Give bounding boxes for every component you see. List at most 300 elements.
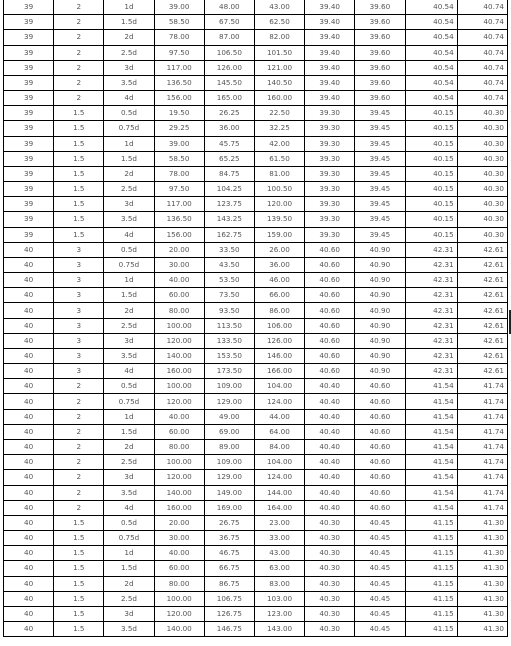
table-cell: 3.5d — [104, 622, 154, 637]
table-cell: 40.40 — [305, 379, 355, 394]
table-cell: 2 — [54, 394, 104, 409]
table-cell: 40.54 — [405, 91, 457, 106]
table-cell: 40.60 — [355, 500, 405, 515]
table-cell: 40 — [4, 439, 54, 454]
table-cell: 4d — [104, 91, 154, 106]
table-cell: 2d — [104, 576, 154, 591]
table-row — [4, 348, 508, 363]
table-cell: 0.5d — [104, 379, 154, 394]
table-cell: 40.40 — [305, 485, 355, 500]
table-cell: 40.54 — [405, 75, 457, 90]
table-cell: 40.40 — [305, 470, 355, 485]
table-cell: 0.75d — [104, 257, 154, 272]
table-cell: 100.00 — [154, 455, 204, 470]
table-cell: 4d — [104, 227, 154, 242]
table-cell: 39.40 — [305, 91, 355, 106]
table-cell: 2d — [104, 166, 154, 181]
table-cell: 39.30 — [305, 227, 355, 242]
table-cell: 40 — [4, 409, 54, 424]
table-cell: 136.50 — [154, 212, 204, 227]
table-row — [4, 136, 508, 151]
table-cell: 40.90 — [355, 242, 405, 257]
table-cell: 40.60 — [305, 242, 355, 257]
table-cell: 40.60 — [355, 455, 405, 470]
table-cell: 84.00 — [254, 439, 304, 454]
table-row — [4, 333, 508, 348]
table-cell: 41.74 — [457, 500, 507, 515]
table-cell: 39.40 — [305, 0, 355, 15]
table-cell: 40.15 — [405, 182, 457, 197]
table-cell: 41.15 — [405, 561, 457, 576]
table-cell: 39.30 — [305, 121, 355, 136]
table-cell: 40 — [4, 531, 54, 546]
table-cell: 40.74 — [457, 60, 507, 75]
table-cell: 86.75 — [204, 576, 254, 591]
table-cell: 41.54 — [405, 455, 457, 470]
table-cell: 160.00 — [254, 91, 304, 106]
table-cell: 169.00 — [204, 500, 254, 515]
table-row — [4, 45, 508, 60]
table-cell: 40.40 — [305, 424, 355, 439]
table-cell: 39 — [4, 136, 54, 151]
table-cell: 1d — [104, 409, 154, 424]
table-cell: 40.60 — [305, 257, 355, 272]
table-cell: 149.00 — [204, 485, 254, 500]
table-cell: 1.5 — [54, 197, 104, 212]
table-row — [4, 166, 508, 181]
table-cell: 113.50 — [204, 318, 254, 333]
table-cell: 60.00 — [154, 561, 204, 576]
table-cell: 1.5d — [104, 151, 154, 166]
table-cell: 40.60 — [305, 303, 355, 318]
table-cell: 41.54 — [405, 439, 457, 454]
table-cell: 42.31 — [405, 333, 457, 348]
table-cell: 40.30 — [305, 561, 355, 576]
table-cell: 40.60 — [355, 424, 405, 439]
table-cell: 40.30 — [305, 622, 355, 637]
table-cell: 40.30 — [457, 166, 507, 181]
table-cell: 173.50 — [204, 364, 254, 379]
table-cell: 40.60 — [355, 470, 405, 485]
table-row — [4, 60, 508, 75]
table-cell: 39 — [4, 227, 54, 242]
table-cell: 39.30 — [305, 151, 355, 166]
table-cell: 153.50 — [204, 348, 254, 363]
table-cell: 43.50 — [204, 257, 254, 272]
table-cell: 40.54 — [405, 0, 457, 15]
table-cell: 39.60 — [355, 75, 405, 90]
table-cell: 40.30 — [305, 515, 355, 530]
table-cell: 1.5 — [54, 151, 104, 166]
table-cell: 2.5d — [104, 591, 154, 606]
table-cell: 39.60 — [355, 45, 405, 60]
table-cell: 42.31 — [405, 273, 457, 288]
table-cell: 40.60 — [355, 485, 405, 500]
table-cell: 160.00 — [154, 364, 204, 379]
table-cell: 41.54 — [405, 379, 457, 394]
table-cell: 60.00 — [154, 424, 204, 439]
table-cell: 40.60 — [305, 333, 355, 348]
table-cell: 156.00 — [154, 91, 204, 106]
table-cell: 40.45 — [355, 561, 405, 576]
table-cell: 80.00 — [154, 439, 204, 454]
table-cell: 143.25 — [204, 212, 254, 227]
table-cell: 0.5d — [104, 515, 154, 530]
table-cell: 86.00 — [254, 303, 304, 318]
table-row — [4, 591, 508, 606]
table-cell: 2 — [54, 485, 104, 500]
table-cell: 40 — [4, 273, 54, 288]
table-cell: 1.5 — [54, 515, 104, 530]
table-cell: 39.30 — [305, 106, 355, 121]
table-cell: 39.60 — [355, 91, 405, 106]
table-cell: 3 — [54, 348, 104, 363]
table-cell: 117.00 — [154, 60, 204, 75]
table-cell: 1.5 — [54, 622, 104, 637]
table-cell: 39 — [4, 212, 54, 227]
table-cell: 41.74 — [457, 394, 507, 409]
table-cell: 39.40 — [305, 75, 355, 90]
table-cell: 39.60 — [355, 0, 405, 15]
table-cell: 40.15 — [405, 121, 457, 136]
table-cell: 39 — [4, 15, 54, 30]
table-cell: 124.00 — [254, 470, 304, 485]
table-cell: 2.5d — [104, 45, 154, 60]
table-cell: 129.00 — [204, 470, 254, 485]
table-cell: 40.45 — [355, 546, 405, 561]
table-cell: 1.5 — [54, 531, 104, 546]
table-cell: 62.50 — [254, 15, 304, 30]
table-cell: 4d — [104, 500, 154, 515]
table-cell: 82.00 — [254, 30, 304, 45]
table-cell: 0.5d — [104, 106, 154, 121]
table-cell: 2d — [104, 439, 154, 454]
table-cell: 40.90 — [355, 303, 405, 318]
table-cell: 78.00 — [154, 30, 204, 45]
table-cell: 41.30 — [457, 515, 507, 530]
table-cell: 3 — [54, 303, 104, 318]
table-cell: 41.74 — [457, 379, 507, 394]
table-cell: 40 — [4, 591, 54, 606]
table-cell: 2 — [54, 91, 104, 106]
table-cell: 2.5d — [104, 318, 154, 333]
table-row — [4, 561, 508, 576]
table-cell: 40.15 — [405, 136, 457, 151]
table-cell: 41.30 — [457, 576, 507, 591]
table-cell: 53.50 — [204, 273, 254, 288]
table-cell: 39.45 — [355, 121, 405, 136]
table-cell: 0.75d — [104, 531, 154, 546]
table-cell: 83.00 — [254, 576, 304, 591]
table-cell: 39 — [4, 121, 54, 136]
table-cell: 39.30 — [305, 212, 355, 227]
table-row — [4, 273, 508, 288]
table-cell: 41.30 — [457, 591, 507, 606]
table-cell: 19.50 — [154, 106, 204, 121]
table-cell: 40.40 — [305, 409, 355, 424]
table-cell: 67.50 — [204, 15, 254, 30]
table-cell: 40.54 — [405, 45, 457, 60]
table-cell: 41.30 — [457, 561, 507, 576]
table-cell: 22.50 — [254, 106, 304, 121]
table-cell: 41.30 — [457, 531, 507, 546]
table-cell: 33.50 — [204, 242, 254, 257]
table-cell: 4d — [104, 364, 154, 379]
table-cell: 1.5 — [54, 121, 104, 136]
table-row — [4, 606, 508, 621]
table-body — [4, 0, 508, 637]
table-cell: 40 — [4, 318, 54, 333]
table-cell: 45.75 — [204, 136, 254, 151]
table-cell: 40.60 — [305, 348, 355, 363]
table-cell: 39.30 — [305, 182, 355, 197]
table-cell: 41.74 — [457, 470, 507, 485]
table-cell: 120.00 — [154, 394, 204, 409]
table-cell: 46.00 — [254, 273, 304, 288]
table-cell: 60.00 — [154, 288, 204, 303]
table-cell: 100.50 — [254, 182, 304, 197]
table-cell: 40.54 — [405, 30, 457, 45]
table-cell: 40.00 — [154, 273, 204, 288]
table-cell: 30.00 — [154, 531, 204, 546]
table-cell: 41.15 — [405, 622, 457, 637]
table-cell: 41.74 — [457, 439, 507, 454]
table-row — [4, 197, 508, 212]
table-cell: 1.5 — [54, 546, 104, 561]
table-row — [4, 455, 508, 470]
table-cell: 120.00 — [154, 606, 204, 621]
table-cell: 61.50 — [254, 151, 304, 166]
table-cell: 40.40 — [305, 439, 355, 454]
table-cell: 39.00 — [154, 0, 204, 15]
table-row — [4, 364, 508, 379]
table-cell: 160.00 — [154, 500, 204, 515]
table-cell: 42.31 — [405, 348, 457, 363]
table-cell: 42.61 — [457, 333, 507, 348]
table-cell: 140.00 — [154, 622, 204, 637]
table-cell: 0.5d — [104, 242, 154, 257]
table-cell: 104.25 — [204, 182, 254, 197]
table-cell: 3 — [54, 318, 104, 333]
table-cell: 40.40 — [305, 500, 355, 515]
table-cell: 0.75d — [104, 121, 154, 136]
table-cell: 40.45 — [355, 622, 405, 637]
table-cell: 41.30 — [457, 606, 507, 621]
table-cell: 41.74 — [457, 485, 507, 500]
table-cell: 43.00 — [254, 0, 304, 15]
table-row — [4, 576, 508, 591]
table-cell: 0.75d — [104, 394, 154, 409]
table-cell: 3.5d — [104, 485, 154, 500]
table-cell: 3d — [104, 197, 154, 212]
table-cell: 39 — [4, 197, 54, 212]
table-cell: 164.00 — [254, 500, 304, 515]
table-cell: 3.5d — [104, 348, 154, 363]
table-cell: 73.50 — [204, 288, 254, 303]
table-cell: 40.30 — [305, 576, 355, 591]
table-cell: 93.50 — [204, 303, 254, 318]
table-cell: 1.5 — [54, 182, 104, 197]
table-cell: 40 — [4, 424, 54, 439]
table-cell: 36.00 — [204, 121, 254, 136]
table-cell: 41.74 — [457, 455, 507, 470]
table-cell: 2 — [54, 0, 104, 15]
table-cell: 40.60 — [355, 394, 405, 409]
table-row — [4, 546, 508, 561]
table-row — [4, 106, 508, 121]
table-cell: 42.00 — [254, 136, 304, 151]
table-cell: 40.30 — [457, 136, 507, 151]
table-cell: 3 — [54, 333, 104, 348]
table-cell: 84.75 — [204, 166, 254, 181]
table-cell: 123.75 — [204, 197, 254, 212]
table-cell: 3 — [54, 257, 104, 272]
table-cell: 41.15 — [405, 515, 457, 530]
table-cell: 2 — [54, 75, 104, 90]
table-cell: 87.00 — [204, 30, 254, 45]
table-cell: 124.00 — [254, 394, 304, 409]
table-cell: 42.61 — [457, 348, 507, 363]
table-cell: 1d — [104, 273, 154, 288]
table-cell: 40.74 — [457, 15, 507, 30]
table-cell: 40.15 — [405, 106, 457, 121]
table-cell: 26.25 — [204, 106, 254, 121]
table-cell: 39 — [4, 30, 54, 45]
table-cell: 39 — [4, 182, 54, 197]
table-cell: 41.15 — [405, 531, 457, 546]
table-row — [4, 242, 508, 257]
table-cell: 39.45 — [355, 166, 405, 181]
table-cell: 39 — [4, 45, 54, 60]
table-cell: 1.5 — [54, 227, 104, 242]
table-cell: 106.00 — [254, 318, 304, 333]
table-cell: 103.00 — [254, 591, 304, 606]
table-cell: 32.25 — [254, 121, 304, 136]
table-cell: 40 — [4, 485, 54, 500]
table-cell: 40 — [4, 561, 54, 576]
table-cell: 139.50 — [254, 212, 304, 227]
table-cell: 42.61 — [457, 288, 507, 303]
table-cell: 39.40 — [305, 15, 355, 30]
table-cell: 104.00 — [254, 379, 304, 394]
table-cell: 40 — [4, 546, 54, 561]
table-cell: 3d — [104, 60, 154, 75]
table-cell: 40 — [4, 500, 54, 515]
table-cell: 40.60 — [305, 364, 355, 379]
table-cell: 126.00 — [254, 333, 304, 348]
table-cell: 23.00 — [254, 515, 304, 530]
table-cell: 120.00 — [154, 333, 204, 348]
table-cell: 40.90 — [355, 318, 405, 333]
table-cell: 3.5d — [104, 212, 154, 227]
table-cell: 41.15 — [405, 576, 457, 591]
table-cell: 40.15 — [405, 151, 457, 166]
table-cell: 20.00 — [154, 515, 204, 530]
table-cell: 40 — [4, 394, 54, 409]
table-cell: 2d — [104, 303, 154, 318]
table-cell: 2.5d — [104, 182, 154, 197]
table-cell: 41.15 — [405, 546, 457, 561]
table-cell: 97.50 — [154, 182, 204, 197]
table-row — [4, 318, 508, 333]
table-row — [4, 182, 508, 197]
table-row — [4, 212, 508, 227]
table-cell: 2 — [54, 455, 104, 470]
table-cell: 104.00 — [254, 455, 304, 470]
table-cell: 156.00 — [154, 227, 204, 242]
table-row — [4, 288, 508, 303]
table-cell: 1.5d — [104, 424, 154, 439]
table-cell: 40.30 — [305, 606, 355, 621]
table-cell: 136.50 — [154, 75, 204, 90]
table-row — [4, 121, 508, 136]
table-cell: 40.74 — [457, 91, 507, 106]
table-cell: 40 — [4, 515, 54, 530]
table-cell: 40.90 — [355, 348, 405, 363]
table-cell: 42.31 — [405, 288, 457, 303]
table-cell: 40.30 — [457, 151, 507, 166]
table-cell: 40.60 — [305, 288, 355, 303]
table-cell: 40.74 — [457, 75, 507, 90]
table-cell: 40 — [4, 303, 54, 318]
table-cell: 39.45 — [355, 182, 405, 197]
table-row — [4, 15, 508, 30]
table-cell: 36.00 — [254, 257, 304, 272]
table-row — [4, 257, 508, 272]
table-cell: 3d — [104, 470, 154, 485]
table-cell: 29.25 — [154, 121, 204, 136]
table-row — [4, 30, 508, 45]
table-cell: 40.00 — [154, 546, 204, 561]
table-cell: 40.00 — [154, 409, 204, 424]
table-cell: 40.45 — [355, 531, 405, 546]
table-cell: 140.50 — [254, 75, 304, 90]
table-cell: 40.54 — [405, 15, 457, 30]
table-cell: 58.50 — [154, 15, 204, 30]
table-cell: 40 — [4, 622, 54, 637]
table-cell: 2 — [54, 45, 104, 60]
table-cell: 1.5d — [104, 288, 154, 303]
table-cell: 1.5 — [54, 166, 104, 181]
table-cell: 40 — [4, 455, 54, 470]
table-cell: 42.61 — [457, 242, 507, 257]
table-cell: 39 — [4, 151, 54, 166]
table-cell: 39 — [4, 75, 54, 90]
table-row — [4, 531, 508, 546]
table-cell: 1d — [104, 0, 154, 15]
table-cell: 78.00 — [154, 166, 204, 181]
table-cell: 40.30 — [457, 227, 507, 242]
table-cell: 40 — [4, 288, 54, 303]
table-cell: 100.00 — [154, 591, 204, 606]
table-cell: 39 — [4, 106, 54, 121]
table-cell: 3d — [104, 333, 154, 348]
table-cell: 41.74 — [457, 424, 507, 439]
table-cell: 40.90 — [355, 273, 405, 288]
table-cell: 3 — [54, 288, 104, 303]
table-cell: 159.00 — [254, 227, 304, 242]
table-cell: 40.45 — [355, 606, 405, 621]
table-cell: 143.00 — [254, 622, 304, 637]
table-row — [4, 91, 508, 106]
table-cell: 129.00 — [204, 394, 254, 409]
table-cell: 40.45 — [355, 515, 405, 530]
table-row — [4, 515, 508, 530]
table-cell: 39.60 — [355, 15, 405, 30]
table-cell: 39.60 — [355, 30, 405, 45]
table-cell: 41.54 — [405, 424, 457, 439]
table-cell: 42.31 — [405, 318, 457, 333]
